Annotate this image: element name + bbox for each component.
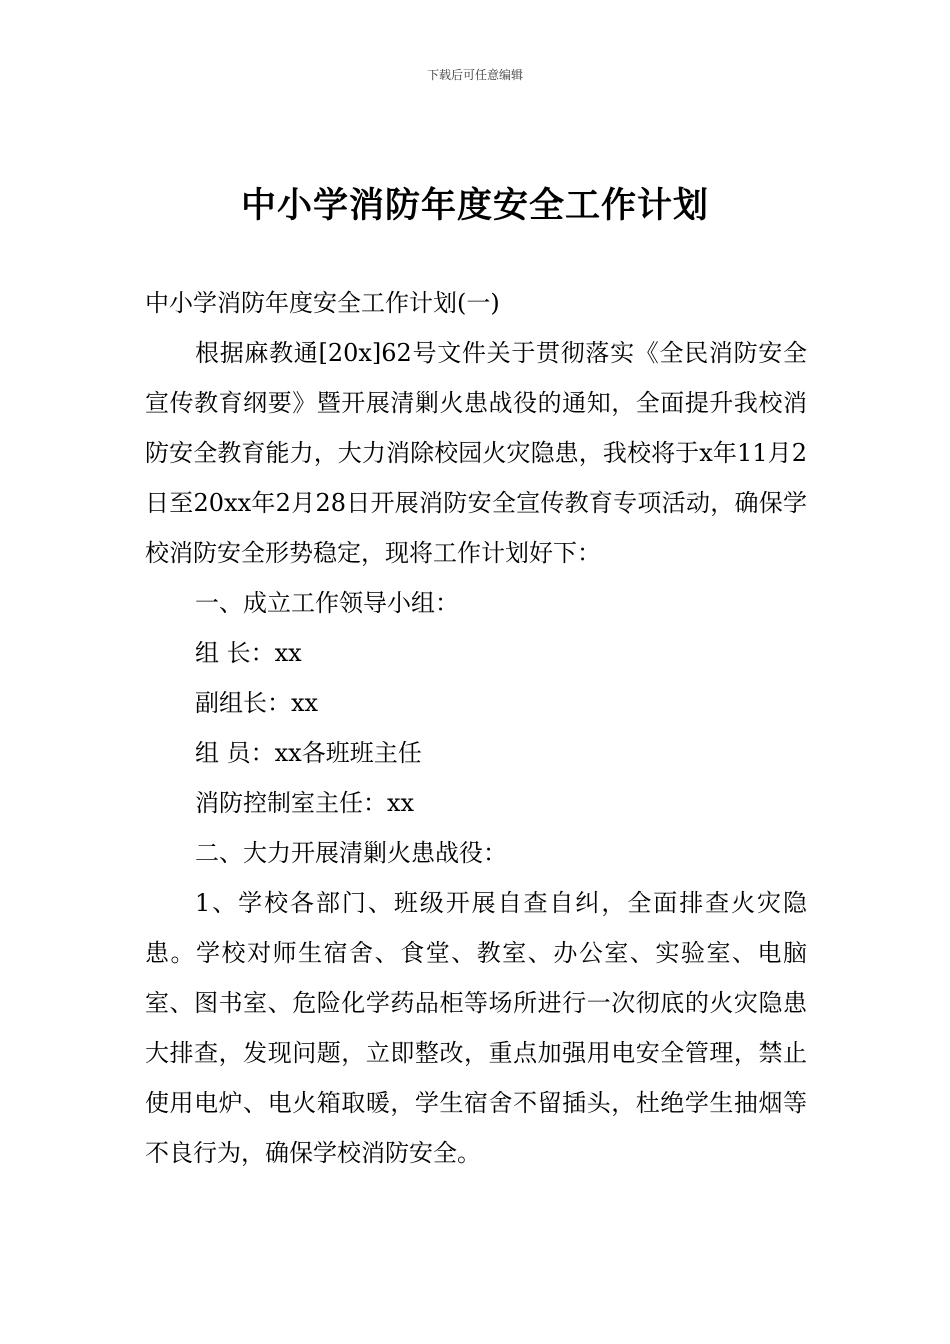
document-title: 中小学消防年度安全工作计划: [240, 186, 709, 226]
deputy-leader-line: 副组长：xx: [195, 689, 319, 717]
intro-paragraph: 根据麻教通[20x]62号文件关于贯彻落实《全民消防安全宣传教育纲要》暨开展清剿火患战役的通知，全面提升我校消防安全教育能力，大力消除校园火灾隐患，我校将于x年11月2日至20xx年2月28日开展消防安全宣传教育专项活动，确保学校消防安全形势稳定，现将工作计划好下：: [145, 339, 807, 567]
section-heading-leadership: 一、成立工作领导小组：: [195, 589, 459, 617]
section-subtitle: 中小学消防年度安全工作计划(一): [145, 289, 500, 317]
section-heading-campaign: 二、大力开展清剿火患战役：: [195, 839, 507, 867]
document-body: [145, 278, 807, 1178]
control-room-director-line: 消防控制室主任：xx: [195, 789, 415, 817]
leader-line: 组 长：xx: [195, 639, 302, 667]
header-note: 下载后可任意编辑: [426, 68, 523, 82]
campaign-item-1: 1、学校各部门、班级开展自查自纠，全面排查火灾隐患。学校对师生宿舍、食堂、教室、办公室、实验室、电脑室、图书室、危险化学药品柜等场所进行一次彻底的火灾隐患大排查，发现问题，立即整改，重点加强用电安全管理，禁止使用电炉、电火箱取暖，学生宿舍不留插头，杜绝学生抽烟等不良行为，确保学校消防安全。: [145, 889, 807, 1167]
members-line: 组 员：xx各班班主任: [195, 739, 422, 767]
